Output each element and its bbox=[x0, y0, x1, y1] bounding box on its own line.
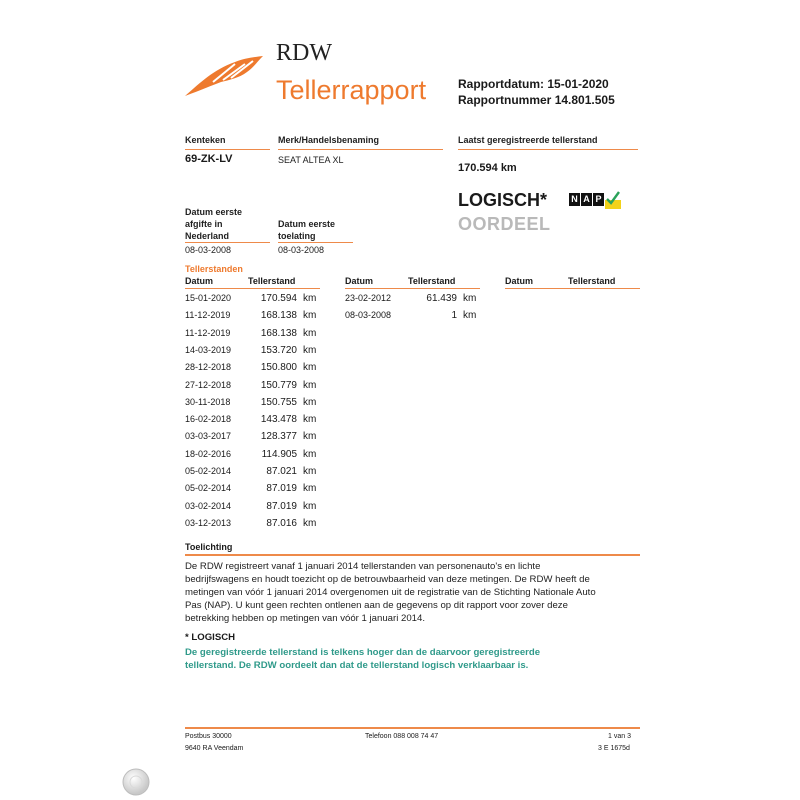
explanation-line: betrekking hebben op metingen van vóór 1 januari 2014. bbox=[185, 613, 426, 624]
reading-unit: km bbox=[303, 431, 317, 443]
nap-badge bbox=[569, 190, 621, 210]
divider bbox=[458, 149, 638, 150]
brand-name: RDW bbox=[276, 40, 332, 66]
reading-date: 30-11-2018 bbox=[185, 396, 231, 407]
report-number-row bbox=[458, 93, 615, 107]
explanation-line: Pas (NAP). U kunt geen rechten ontlenen aan de gegevens op dit rapport voor zover deze bbox=[185, 600, 568, 611]
divider bbox=[185, 149, 270, 150]
reading-km: 1 bbox=[451, 310, 457, 322]
reading-date: 14-03-2019 bbox=[185, 344, 232, 355]
divider bbox=[345, 288, 480, 289]
reading-unit: km bbox=[303, 517, 317, 529]
make-value: SEAT ALTEA XL bbox=[278, 155, 344, 165]
reading-km: 150.755 bbox=[260, 396, 297, 408]
reading-km: 143.478 bbox=[260, 414, 297, 426]
first-issue-label-line: Nederland bbox=[185, 231, 230, 241]
col-date-header: Datum bbox=[345, 276, 374, 286]
reading-unit: km bbox=[303, 327, 317, 339]
reading-km: 87.016 bbox=[266, 517, 297, 529]
circle-icon[interactable] bbox=[121, 767, 151, 797]
reading-unit: km bbox=[303, 362, 317, 374]
reading-unit: km bbox=[303, 310, 317, 322]
plate-label: Kenteken bbox=[185, 135, 226, 145]
explanation-line: bedrijfswagens en houdt toezicht op de betrouwbaarheid van deze metingen. De RDW heeft de bbox=[185, 574, 590, 585]
reading-date: 23-02-2012 bbox=[345, 293, 392, 303]
reading-km: 87.021 bbox=[266, 466, 297, 477]
verdict-subword: OORDEEL bbox=[458, 214, 551, 234]
reading-unit: km bbox=[463, 293, 477, 304]
make-label: Merk/Handelsbenaming bbox=[278, 135, 380, 145]
reading-km: 128.377 bbox=[260, 431, 297, 443]
reading-unit: km bbox=[303, 396, 317, 408]
reading-unit: km bbox=[463, 310, 477, 322]
reading-unit: km bbox=[303, 500, 317, 512]
col-reading-header: Tellerstand bbox=[408, 276, 456, 286]
reading-km: 153.720 bbox=[260, 344, 297, 356]
col-reading-header: Tellerstand bbox=[248, 276, 296, 286]
footer-page: 1 van 3 bbox=[608, 733, 631, 740]
reading-date: 11-12-2019 bbox=[185, 310, 231, 321]
footer-code: 3 E 1675d bbox=[598, 745, 630, 752]
report-number: 14.801.505 bbox=[554, 93, 615, 107]
reading-date: 08-03-2008 bbox=[345, 310, 392, 321]
explanation-line: De RDW registreert vanaf 1 januari 2014 tellerstanden van personenauto's en lichte bbox=[185, 561, 541, 572]
verdict-word: LOGISCH* bbox=[458, 190, 548, 210]
report-date-label: Rapportdatum: bbox=[458, 77, 544, 91]
nap-letter: N bbox=[569, 193, 580, 206]
col-reading-header: Tellerstand bbox=[568, 276, 616, 286]
reading-date: 15-01-2020 bbox=[185, 293, 232, 303]
reading-km: 168.138 bbox=[260, 327, 297, 339]
footer-address-1: Postbus 30000 bbox=[185, 733, 232, 740]
note-line: De geregistreerde tellerstand is telkens hoger dan de daarvoor geregistreerde bbox=[185, 647, 541, 658]
last-reading-label: Laatst geregistreerde tellerstand bbox=[458, 135, 598, 145]
reading-km: 87.019 bbox=[266, 500, 297, 512]
reading-date: 05-02-2014 bbox=[185, 483, 232, 494]
reading-date: 28-12-2018 bbox=[185, 362, 232, 373]
divider bbox=[185, 242, 270, 243]
readings-section-title: Tellerstanden bbox=[185, 264, 243, 274]
nap-letter: A bbox=[581, 193, 592, 206]
explanation-line: metingen van vóór 1 januari 2014 overgenomen uit de registratie van de Stichting Nationale Auto bbox=[185, 587, 596, 598]
divider bbox=[278, 149, 443, 150]
explanation-title: Toelichting bbox=[185, 542, 233, 552]
reading-km: 87.019 bbox=[266, 483, 297, 495]
reading-date: 11-12-2019 bbox=[185, 327, 231, 338]
reading-km: 150.779 bbox=[260, 379, 297, 391]
divider bbox=[505, 288, 640, 289]
reading-km: 114.905 bbox=[261, 448, 297, 460]
first-issue-label-line: Datum eerste bbox=[185, 207, 243, 217]
reading-date: 27-12-2018 bbox=[185, 379, 232, 390]
footer-divider bbox=[185, 727, 640, 729]
reading-date: 16-02-2018 bbox=[185, 414, 232, 425]
rdw-logo-icon bbox=[183, 52, 265, 98]
divider bbox=[185, 288, 320, 289]
reading-date: 03-02-2014 bbox=[185, 500, 232, 511]
reading-unit: km bbox=[303, 414, 317, 426]
first-issue-label-line: afgifte in bbox=[185, 219, 223, 229]
reading-km: 168.138 bbox=[260, 310, 297, 322]
first-admission-label bbox=[278, 218, 335, 242]
first-admission-label-line: toelating bbox=[278, 231, 316, 241]
note-line: tellerstand. De RDW oordeelt dan dat de tellerstand logisch verklaarbaar is. bbox=[185, 660, 529, 671]
footer-address-2: 9640 RA Veendam bbox=[185, 745, 244, 752]
divider bbox=[185, 554, 640, 556]
reading-km: 150.800 bbox=[260, 362, 297, 374]
first-admission-date: 08-03-2008 bbox=[278, 245, 325, 255]
plate-value: 69-ZK-LV bbox=[185, 153, 233, 165]
reading-date: 05-02-2014 bbox=[185, 466, 232, 476]
last-reading-value: 170.594 km bbox=[458, 162, 517, 174]
reading-unit: km bbox=[303, 344, 317, 356]
reading-date: 03-12-2013 bbox=[185, 517, 232, 528]
reading-km: 61.439 bbox=[426, 293, 457, 304]
col-date-header: Datum bbox=[505, 276, 534, 286]
reading-unit: km bbox=[303, 483, 317, 495]
first-issue-label bbox=[185, 206, 242, 242]
report-date-row bbox=[458, 77, 609, 91]
nap-letter: P bbox=[593, 193, 604, 206]
reading-unit: km bbox=[303, 379, 317, 391]
note-title: * LOGISCH bbox=[185, 632, 236, 643]
first-issue-date: 08-03-2008 bbox=[185, 245, 232, 255]
reading-date: 03-03-2017 bbox=[185, 431, 232, 442]
reading-unit: km bbox=[303, 448, 317, 460]
first-admission-label-line: Datum eerste bbox=[278, 219, 336, 229]
reading-unit: km bbox=[303, 466, 317, 477]
page-title: Tellerrapport bbox=[276, 75, 427, 105]
divider bbox=[278, 242, 353, 243]
report-date: 15-01-2020 bbox=[547, 77, 609, 91]
reading-date: 18-02-2016 bbox=[185, 448, 232, 459]
report-number-label: Rapportnummer bbox=[458, 93, 552, 107]
reading-km: 170.594 bbox=[260, 293, 297, 304]
reading-unit: km bbox=[303, 293, 317, 304]
explanation-body bbox=[185, 560, 596, 625]
note-body bbox=[185, 646, 540, 672]
checkmark-icon bbox=[605, 190, 621, 210]
col-date-header: Datum bbox=[185, 276, 214, 286]
footer-phone: Telefoon 088 008 74 47 bbox=[365, 733, 439, 740]
